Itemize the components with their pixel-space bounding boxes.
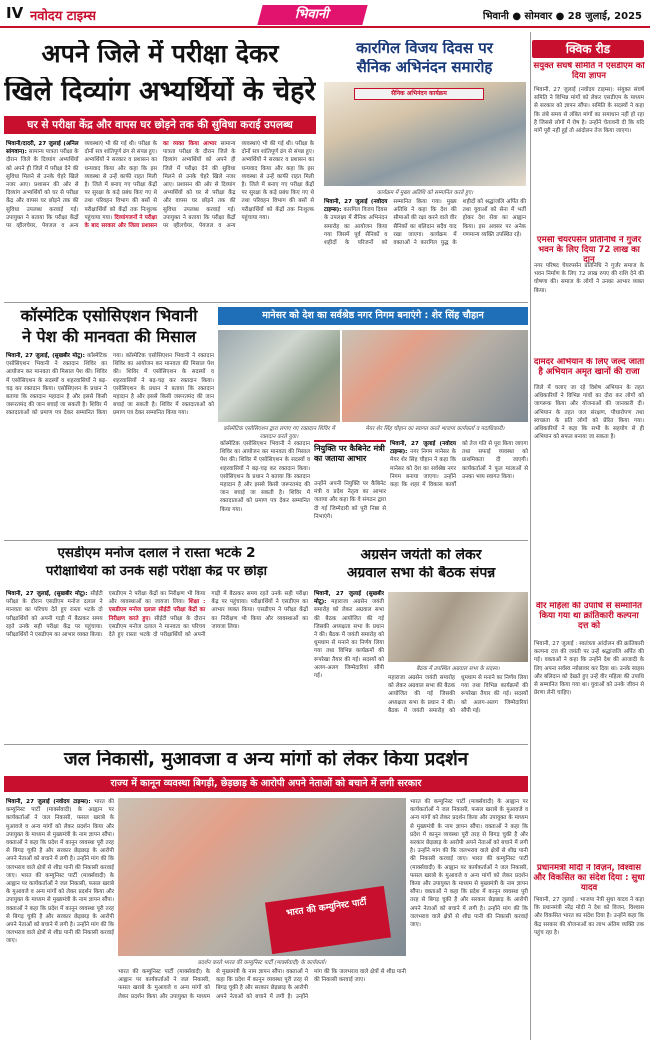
story7-body-c [410,798,528,1040]
story5-headline-line1: एसडीएम मनोज दलाल ने रास्ता भटके 2 [57,546,256,561]
story7-headline: जल निकासी, मुआवजा व अन्य मांगों को लेकर किया प्रदर्शन [63,750,469,770]
story4-subhead-box [314,440,386,480]
sidebar-body-5: भिवानी, 27 जुलाई : भाजपा नेत्री सुधा यादव ने कहा कि प्रधानमंत्री नरेंद्र मोदी ने देश को विजन, विश्वास और विकसित भारत का संदेश दिया है। उन्होंने कहा कि केंद्र सरकार की योजनाओं का लाभ अंतिम व्यक्ति तक पहुंच रहा है। [534,897,644,936]
story6-dateline: भिवानी, 27 जुलाई (सुखबीर मोटू): [314,591,384,606]
paper-name: नवोदय टाइम्स [30,9,97,24]
story3-dateline: भिवानी, 27 जुलाई, (सुखबीर मोटू): [6,353,85,359]
sidebar-head-1: संयुक्त संघर्ष समिति ने एसडीएम को दिया ज्ञापन [533,62,645,81]
story7-text: भारत की कम्युनिस्ट पार्टी (मार्क्सवादी) के आह्वान पर कार्यकर्ताओं ने जल निकासी, फसल खराबे के मुआवजे व अन्य मांगों को लेकर प्रदर्शन किया और उपायुक्त के माध्यम से मुख्यमंत्री के नाम ज्ञापन सौंपा। वक्ताओं ने कहा कि प्रदेश में कानून व्यवस्था पूरी तरह से बिगड़ चुकी है और सरकार छेड़छाड़ के आरोपी अपने नेताओं को बचाने में लगी है। उन्होंने मांग की कि जलभराव वाले क्षेत्रों से शीघ्र पानी की निकासी करवाई जाए। [6,799,114,879]
divider [4,744,528,745]
sidebar-head-4: वीर महिला की उपाधि से सम्मानित किया गया था क्रांतिकारी कल्पना दत्त को [536,602,642,631]
divider [4,540,528,541]
story4-photo [342,330,528,422]
story7-body-a [6,798,114,1038]
story7-text-cont: भारत की कम्युनिस्ट पार्टी (मार्क्सवादी) के आह्वान पर कार्यकर्ताओं ने जल निकासी, फसल खराबे के मुआवजे व अन्य मांगों को लेकर प्रदर्शन किया और उपायुक्त के माध्यम से मुख्यमंत्री के नाम ज्ञापन सौंपा। वक्ताओं ने कहा कि प्रदेश में कानून व्यवस्था पूरी तरह से बिगड़ चुकी है और सरकार छेड़छाड़ के आरोपी अपने नेताओं को बचाने में लगी है। उन्होंने मांग की कि जलभराव वाले क्षेत्रों से शीघ्र पानी की निकासी करवाई जाए। [6,872,114,945]
story1-headline-line1: अपने जिले में परीक्षा देकर [41,40,279,68]
story4-body-b [390,440,528,535]
story2-caption: कार्यक्रम में मुख्य अतिथि को सम्मानित करते हुए। [376,190,474,196]
story1-subheadline: घर से परीक्षा केंद्र और वापस घर छोड़ने तक की सुविधा कराई उपलब्ध [4,116,316,134]
story6-headline-line2: अग्रवाल सभा की बैठक संपन्न [346,566,496,581]
issue-date: भिवानी ● सोमवार ● 28 जुलाई, 2025 [482,11,642,22]
story4-caption: मेयर शेर सिंह चौहान का स्वागत करते भाजपा कार्यकर्ता व पदाधिकारी। [365,426,505,432]
story2-body [324,198,526,298]
story6-headline-line1: अग्रसेन जयंती को लेकर [360,548,482,563]
story3-text-cont: कॉस्मेटिक एसोसिएशन भिवानी ने रक्तदान शिविर का आयोजन कर मानवता की मिसाल पेश की। शिविर में एसोसिएशन के सदस्यों व शहरवासियों ने बढ़-चढ़ कर रक्तदान किया। एसोसिएशन के प्रधान ने बताया कि रक्तदान महादान है और इससे किसी जरूरतमंद की जान बचाई जा सकती है। शिविर में रक्तदाताओं को प्रमाण पत्र देकर सम्मानित किया गया। [113,353,214,417]
story7-caption: प्रदर्शन करते भारत की कम्युनिस्ट पार्टी (मार्क्सवादी) के कार्यकर्ता। [197,960,327,966]
sidebar-divider [530,32,531,1040]
story7-text-c2: भारत की कम्युनिस्ट पार्टी (मार्क्सवादी) के आह्वान पर कार्यकर्ताओं ने जल निकासी, फसल खराबे के मुआवजे व अन्य मांगों को लेकर प्रदर्शन किया और उपायुक्त के माध्यम से मुख्यमंत्री के नाम ज्ञापन सौंपा। वक्ताओं ने कहा कि प्रदेश में कानून व्यवस्था पूरी तरह से बिगड़ चुकी है और सरकार छेड़छाड़ के आरोपी अपने नेताओं को बचाने में लगी है। उन्होंने मांग की कि जलभराव वाले क्षेत्रों से शीघ्र पानी की निकासी करवाई जाए। [410,856,528,929]
story7-dateline: भिवानी, 27 जुलाई (नवोदय टाइम्स): [6,799,91,805]
sidebar-body-3: जिले में चलाए जा रहे विशेष अभियान के तहत अधिकारियों ने विभिन्न गांवों का दौरा कर लोगों को जागरूक किया और योजनाओं की जानकारी दी। अभियान के तहत जल संरक्षण, पौधारोपण तथा स्वच्छता के प्रति लोगों को प्रेरित किया गया। अधिकारियों ने कहा कि सभी के सहयोग से ही अभियान को सफल बनाया जा सकता है। [534,385,644,441]
story1-headline-line2: खिले दिव्यांग अभ्यर्थियों के चेहरे [4,77,316,107]
story5-body [6,590,308,740]
story1-body [6,140,314,300]
story2-text: कारगिल विजय दिवस के उपलक्ष्य में सैनिक अभिनंदन समारोह का आयोजन किया गया जिसमें पूर्व सैनिकों व शहीदों के परिजनों को सम्मानित किया गया। मुख्य अतिथि ने कहा कि देश की सीमाओं की रक्षा करने वाले वीर सैनिकों का बलिदान सदैव याद रखा जाएगा। कार्यक्रम में वक्ताओं ने कारगिल युद्ध के शहीदों को श्रद्धांजलि अर्पित की तथा युवाओं को सेना में भर्ती होकर देश सेवा का आह्वान किया। इस अवसर पर अनेक गणमान्य व्यक्ति उपस्थित रहे। [324,199,526,247]
story7-body-b: भारत की कम्युनिस्ट पार्टी (मार्क्सवादी) के आह्वान पर कार्यकर्ताओं ने जल निकासी, फसल खराबे के मुआवजे व अन्य मांगों को लेकर प्रदर्शन किया और उपायुक्त के माध्यम से मुख्यमंत्री के नाम ज्ञापन सौंपा। वक्ताओं ने कहा कि प्रदेश में कानून व्यवस्था पूरी तरह से बिगड़ चुकी है और सरकार छेड़छाड़ के आरोपी अपने नेताओं को बचाने में लगी है। उन्होंने मांग की कि जलभराव वाले क्षेत्रों से शीघ्र पानी की निकासी करवाई जाए। [118,969,406,1000]
protest-banner: भारत की कम्युनिस्ट पार्टी [265,886,391,954]
story5-text: सीईटी परीक्षा के दौरान एसडीएम मनोज दलाल ने मानवता का परिचय देते हुए रास्ता भटके दो परीक्षार्थियों को अपनी गाड़ी में बैठाकर समय रहते उनके सही परीक्षा केंद्र पर पहुंचाया। परीक्षार्थियों ने एसडीएम का आभार व्यक्त किया। एसडीएम ने परीक्षा केंद्रों का निरीक्षण भी किया और व्यवस्थाओं का जायजा लिया। [6,591,206,639]
story5-note: शिक्षा : एसडीएम मनोज दलाल सीईटी परीक्षा केंद्रों का निरीक्षण करते हुए। [108,599,206,622]
divider [4,302,528,303]
story3-headline-line1: कॉस्मेटिक एसोसिएशन भिवानी [20,307,198,325]
story4-headline: मानेसर को देश का सर्वश्रेष्ठ नगर निगम बनाएंगे : शेर सिंह चौहान [218,307,528,325]
sidebar-body-4: भिवानी, 27 जुलाई : स्वतंत्रता आंदोलन की क्रांतिकारी कल्पना दत्त की जयंती पर उन्हें श्रद्धांजलि अर्पित की गई। वक्ताओं ने कहा कि उन्होंने देश की आजादी के लिए अपना सर्वस्व न्योछावर कर दिया था। उनके साहस और बलिदान को देखते हुए उन्हें वीर महिला की उपाधि से सम्मानित किया गया था। युवाओं को उनके जीवन से प्रेरणा लेनी चाहिए। [534,641,644,697]
story5-text-cont: सीईटी परीक्षा के दौरान एसडीएम मनोज दलाल ने मानवता का परिचय देते हुए रास्ता भटके दो परीक्षार्थियों को अपनी गाड़ी में बैठाकर समय रहते उनके सही परीक्षा केंद्र पर पहुंचाया। परीक्षार्थियों ने एसडीएम का आभार व्यक्त किया। एसडीएम ने परीक्षा केंद्रों का निरीक्षण भी किया और व्यवस्थाओं का जायजा लिया। [108,591,308,639]
section-label: भिवानी [257,5,367,25]
story2-photo [324,82,526,186]
sidebar-body-2: नगर परिषद चेयरपर्सन प्रतिनिधि ने गुर्जर समाज के भवन निर्माण के लिए 72 लाख रुपए की राशि देने की घोषणा की। समाज के लोगों ने उनका आभार व्यक्त किया। [534,263,644,294]
story6-body-a [314,590,384,740]
quick-read-header: क्विक रीड [532,40,644,58]
story5-dateline: भिवानी, 27 जुलाई, (सुखबीर मोटू): [6,591,88,597]
story3-body [6,352,214,537]
story4-subbody: उन्होंने अपनी नियुक्ति पर कैबिनेट मंत्री व प्रदेश नेतृत्व का आभार जताया और कहा कि वे संगठन द्वारा दी गई जिम्मेदारी को पूरी निष्ठा से निभाएंगे। [314,481,386,520]
story2-dateline: भिवानी, 27 जुलाई (नवोदय टाइम्स): [324,199,388,214]
story3-headline-line2: ने पेश की मानवता की मिसाल [22,328,196,346]
story3-caption: कॉस्मेटिक एसोसिएशन द्वारा लगाए गए रक्तदान शिविर में रक्तदान करते युवा। [223,426,335,440]
sidebar-body-1: भिवानी, 27 जुलाई (नवोदय टाइम्स): संयुक्त संघर्ष समिति ने विभिन्न मांगों को लेकर एसडीएम के माध्यम से सरकार को ज्ञापन सौंपा। समिति के सदस्यों ने कहा कि लंबे समय से लंबित मांगों का समाधान नहीं हो रहा है जिससे लोगों में रोष है। उन्होंने चेतावनी दी कि यदि मांगें पूरी नहीं हुई तो आंदोलन तेज किया जाएगा। [534,87,644,135]
story2-photo-banner: सैनिक अभिनंदन कार्यक्रम [354,88,484,100]
story7-text-c: भारत की कम्युनिस्ट पार्टी (मार्क्सवादी) के आह्वान पर कार्यकर्ताओं ने जल निकासी, फसल खराबे के मुआवजे व अन्य मांगों को लेकर प्रदर्शन किया और उपायुक्त के माध्यम से मुख्यमंत्री के नाम ज्ञापन सौंपा। वक्ताओं ने कहा कि प्रदेश में कानून व्यवस्था पूरी तरह से बिगड़ चुकी है और सरकार छेड़छाड़ के आरोपी अपने नेताओं को बचाने में लगी है। उन्होंने मांग की कि जलभराव वाले क्षेत्रों से शीघ्र पानी की निकासी करवाई जाए। [410,799,528,863]
story2-headline-line2: सैनिक अभिनंदन समारोह [356,59,493,76]
sidebar-head-2: एमसी चेयरपर्सन प्रतिनिधि ने गुर्जर भवन के लिए दिया 72 लाख का दान [536,236,642,265]
story4-text: नगर निगम मानेसर के मेयर शेर सिंह चौहान ने कहा कि मानेसर को देश का सर्वश्रेष्ठ नगर निगम बनाया जाएगा। उन्होंने कहा कि शहर में विकास कार्यों को तेज गति से पूरा किया जाएगा तथा सफाई व्यवस्था को प्राथमिकता दी जाएगी। कार्यकर्ताओं ने फूल मालाओं से उनका भव्य स्वागत किया। [390,441,528,489]
story2-headline-line1: कारगिल विजय दिवस पर [356,40,493,57]
story6-text: महाराजा अग्रसेन जयंती समारोह को लेकर अग्रवाल सभा की बैठक आयोजित की गई जिसकी अध्यक्षता सभा के प्रधान ने की। बैठक में जयंती समारोह को धूमधाम से मनाने का निर्णय लिया गया तथा विभिन्न कार्यक्रमों की रूपरेखा तैयार की गई। सदस्यों को अलग-अलग जिम्मेदारियां सौंपी गई। [314,599,384,680]
story1-text: सामान्य पात्रता परीक्षा के दौरान जिले के दिव्यांग अभ्यर्थियों को अपने ही जिले में परीक्षा देने की सुविधा मिलने से उनके चेहरे खिले नजर आए। प्रशासन की ओर से दिव्यांग अभ्यर्थियों को घर से परीक्षा केंद्र और वापस घर छोड़ने तक की सुविधा उपलब्ध करवाई गई। उपायुक्त ने बताया कि परीक्षा केंद्रों पर व्हीलचेयर, पेयजल व अन्य व्यवस्थाएं भी की गई थी। परीक्षा के दोनों सत्र शांतिपूर्ण ढंग से संपन्न हुए। अभ्यर्थियों ने सरकार व प्रशासन का धन्यवाद किया और कहा कि इस व्यवस्था से उन्हें काफी राहत मिली है। जिले में बनाए गए परीक्षा केंद्रों पर सुरक्षा के कड़े प्रबंध किए गए थे तथा परिवहन विभाग की बसों से परीक्षार्थियों को केंद्रों तक निःशुल्क पहुंचाया गया। [6,141,157,230]
story3-photo [218,330,340,422]
story1-dateline: भिवानी/दादरी, 27 जुलाई (अनिल सांगवान): [6,141,79,156]
story6-caption: बैठक में उपस्थित अग्रवाल सभा के सदस्य। [416,666,500,672]
story4-body-a [220,440,310,535]
story7-photo [118,798,406,956]
story5-headline-line2: परीक्षार्थियों को उनके सही परीक्षा केंद्र पर छोड़ा [46,565,267,579]
story1-text-cont: सामान्य पात्रता परीक्षा के दौरान जिले के दिव्यांग अभ्यर्थियों को अपने ही जिले में परीक्षा देने की सुविधा मिलने से उनके चेहरे खिले नजर आए। प्रशासन की ओर से दिव्यांग अभ्यर्थियों को घर से परीक्षा केंद्र और वापस घर छोड़ने तक की सुविधा उपलब्ध करवाई गई। उपायुक्त ने बताया कि परीक्षा केंद्रों पर व्हीलचेयर, पेयजल व अन्य व्यवस्थाएं भी की गई थी। परीक्षा के दोनों सत्र शांतिपूर्ण ढंग से संपन्न हुए। अभ्यर्थियों ने सरकार व प्रशासन का धन्यवाद किया और कहा कि इस व्यवस्था से उन्हें काफी राहत मिली है। जिले में बनाए गए परीक्षा केंद्रों पर सुरक्षा के कड़े प्रबंध किए गए थे तथा परिवहन विभाग की बसों से परीक्षार्थियों को केंद्रों तक निःशुल्क पहुंचाया गया। [163,141,314,230]
story1-highlight: दिव्यांगजनों ने परीक्षा के बाद सरकार और जिला प्रशासन का व्यक्त किया आभार [84,141,217,230]
story3-text: कॉस्मेटिक एसोसिएशन भिवानी ने रक्तदान शिविर का आयोजन कर मानवता की मिसाल पेश की। शिविर में एसोसिएशन के सदस्यों व शहरवासियों ने बढ़-चढ़ कर रक्तदान किया। एसोसिएशन के प्रधान ने बताया कि रक्तदान महादान है और इससे किसी जरूरतमंद की जान बचाई जा सकती है। शिविर में रक्तदाताओं को प्रमाण पत्र देकर सम्मानित किया गया। [6,353,123,417]
story6-photo [388,592,528,662]
story6-body-b: महाराजा अग्रसेन जयंती समारोह को लेकर अग्रवाल सभा की बैठक आयोजित की गई जिसकी अध्यक्षता सभा के प्रधान ने की। बैठक में जयंती समारोह को धूमधाम से मनाने का निर्णय लिया गया तथा विभिन्न कार्यक्रमों की रूपरेखा तैयार की गई। सदस्यों को अलग-अलग जिम्मेदारियां सौंपी गई। [388,675,528,714]
story3-text-end: कॉस्मेटिक एसोसिएशन भिवानी ने रक्तदान शिविर का आयोजन कर मानवता की मिसाल पेश की। शिविर में एसोसिएशन के सदस्यों व शहरवासियों ने बढ़-चढ़ कर रक्तदान किया। एसोसिएशन के प्रधान ने बताया कि रक्तदान महादान है और इससे किसी जरूरतमंद की जान बचाई जा सकती है। शिविर में रक्तदाताओं को प्रमाण पत्र देकर सम्मानित किया गया। [220,441,310,513]
story4-dateline: भिवानी, 27 जुलाई (नवोदय टाइम्स): [390,441,456,456]
story4-subhead: नियुक्ति पर कैबिनेट मंत्री का जताया आभार [314,444,385,463]
page-number: IV [6,4,24,22]
sidebar-head-5: प्रधानमंत्री मोदी ने विज़न, विश्वास और विकसित का संदेश दिया : सुधा यादव [533,864,645,893]
story7-subheadline: राज्य में कानून व्यवस्था बिगड़ी, छेड़छाड़ के आरोपी अपने नेताओं को बचाने में लगी सरकार [4,776,528,792]
sidebar-head-3: दामदर अभियान के लिए जल्द जाता है अभियान अमृत खानों की राजा [533,358,645,377]
masthead [0,0,650,28]
